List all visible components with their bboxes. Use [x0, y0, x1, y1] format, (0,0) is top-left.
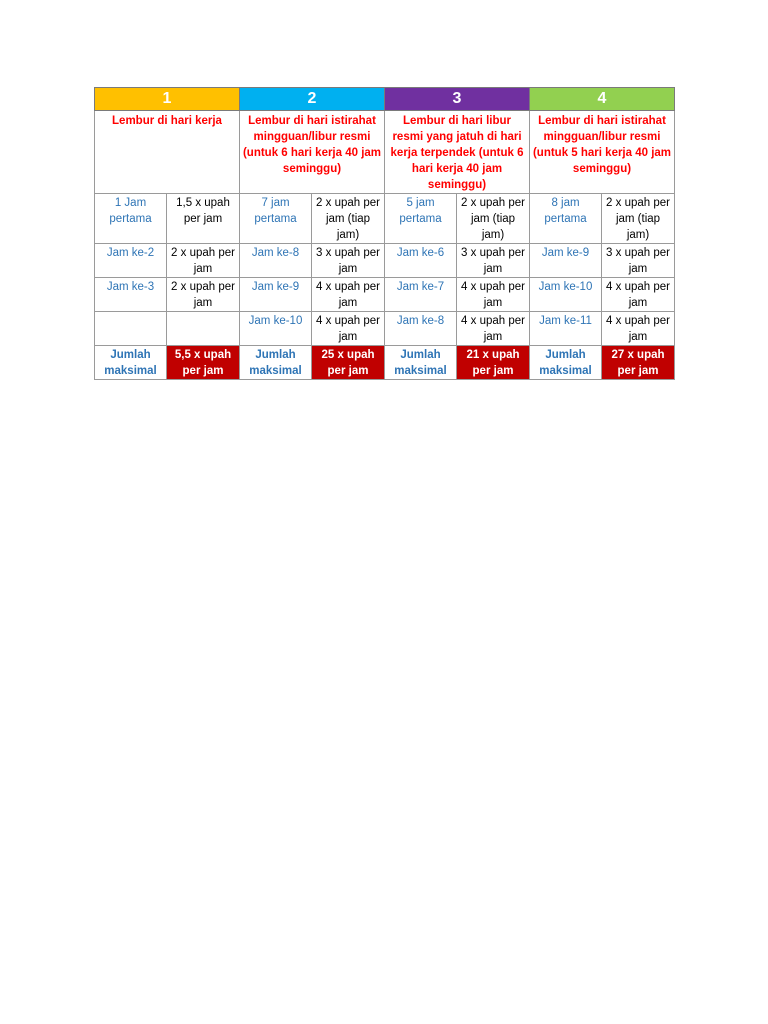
hour-cell: Jam ke-9 — [530, 244, 602, 278]
rate-cell: 1,5 x upah per jam — [167, 194, 240, 244]
rate-cell: 4 x upah per jam — [312, 278, 385, 312]
rate-cell: 3 x upah per jam — [602, 244, 675, 278]
total-label-cell: Jumlah maksimal — [240, 346, 312, 380]
total-value-cell: 25 x upah per jam — [312, 346, 385, 380]
hour-cell — [95, 312, 167, 346]
total-label-cell: Jumlah maksimal — [95, 346, 167, 380]
column-number-1: 1 — [95, 88, 240, 111]
rate-cell: 4 x upah per jam — [457, 278, 530, 312]
hour-cell: Jam ke-10 — [530, 278, 602, 312]
column-title-3: Lembur di hari libur resmi yang jatuh di hari kerja terpendek (untuk 6 hari kerja 40 jam seminggu) — [385, 111, 530, 194]
rate-cell: 2 x upah per jam (tiap jam) — [602, 194, 675, 244]
rate-cell: 2 x upah per jam — [167, 278, 240, 312]
column-number-3: 3 — [385, 88, 530, 111]
hour-cell: 7 jam pertama — [240, 194, 312, 244]
rate-cell: 4 x upah per jam — [602, 312, 675, 346]
rate-cell — [167, 312, 240, 346]
hour-cell: Jam ke-2 — [95, 244, 167, 278]
rate-cell: 3 x upah per jam — [312, 244, 385, 278]
table-row — [95, 244, 675, 278]
column-title-4: Lembur di hari istirahat mingguan/libur resmi (untuk 5 hari kerja 40 jam seminggu) — [530, 111, 675, 194]
rate-cell: 3 x upah per jam — [457, 244, 530, 278]
hour-cell: Jam ke-11 — [530, 312, 602, 346]
total-value-cell: 21 x upah per jam — [457, 346, 530, 380]
rate-cell: 4 x upah per jam — [602, 278, 675, 312]
total-value-cell: 27 x upah per jam — [602, 346, 675, 380]
hour-cell: 5 jam pertama — [385, 194, 457, 244]
total-label-cell: Jumlah maksimal — [385, 346, 457, 380]
column-title-1: Lembur di hari kerja — [95, 111, 240, 194]
rate-cell: 2 x upah per jam (tiap jam) — [457, 194, 530, 244]
rate-cell: 4 x upah per jam — [312, 312, 385, 346]
column-title-2: Lembur di hari istirahat mingguan/libur resmi (untuk 6 hari kerja 40 jam seminggu) — [240, 111, 385, 194]
column-number-row — [95, 88, 675, 111]
hour-cell: Jam ke-8 — [385, 312, 457, 346]
column-number-2: 2 — [240, 88, 385, 111]
total-label-cell: Jumlah maksimal — [530, 346, 602, 380]
table-row — [95, 278, 675, 312]
column-number-4: 4 — [530, 88, 675, 111]
hour-cell: Jam ke-10 — [240, 312, 312, 346]
rate-cell: 2 x upah per jam — [167, 244, 240, 278]
overtime-table-sheet — [94, 87, 675, 380]
overtime-rate-table — [94, 87, 675, 380]
rate-cell: 4 x upah per jam — [457, 312, 530, 346]
hour-cell: Jam ke-6 — [385, 244, 457, 278]
table-row — [95, 312, 675, 346]
hour-cell: 1 Jam pertama — [95, 194, 167, 244]
column-title-row — [95, 111, 675, 194]
total-value-cell: 5,5 x upah per jam — [167, 346, 240, 380]
hour-cell: Jam ke-8 — [240, 244, 312, 278]
hour-cell: Jam ke-9 — [240, 278, 312, 312]
rate-cell: 2 x upah per jam (tiap jam) — [312, 194, 385, 244]
hour-cell: Jam ke-3 — [95, 278, 167, 312]
hour-cell: Jam ke-7 — [385, 278, 457, 312]
table-row — [95, 194, 675, 244]
hour-cell: 8 jam pertama — [530, 194, 602, 244]
total-row — [95, 346, 675, 380]
